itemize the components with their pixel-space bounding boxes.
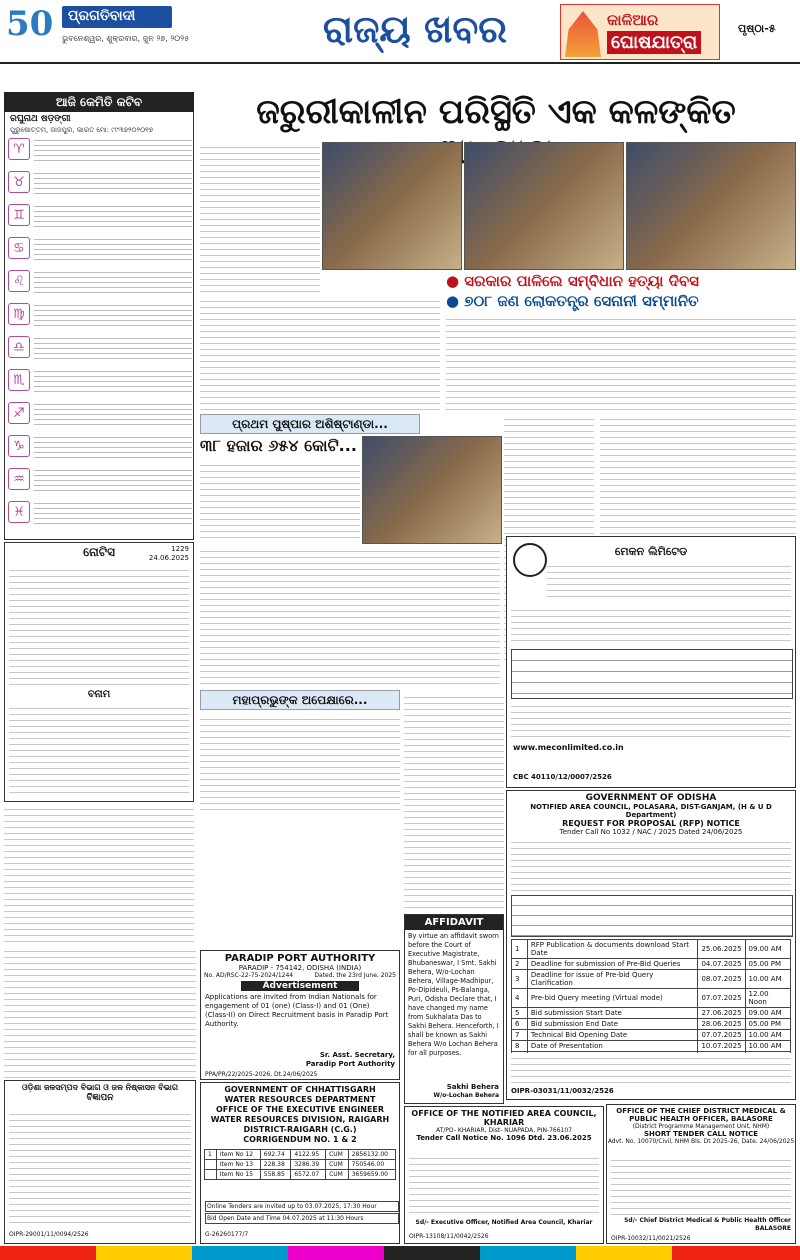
- main-headline: ଜରୁରୀକାଳୀନ ପରିସ୍ଥିତି ଏକ କଳଙ୍କିତ: [256, 92, 736, 132]
- schedule-cell-time: 10.00 AM: [745, 1030, 790, 1041]
- horoscope-text: [34, 169, 192, 195]
- khariar-sub: AT/PO- KHARIAR, Dist- NUAPADA, PIN-766107: [435, 1127, 573, 1134]
- schedule-cell-activity: Deadline for submission of Pre-Bid Queries: [527, 959, 698, 970]
- cg-line-5: DISTRICT-RAIGARH (C.G.): [243, 1125, 357, 1134]
- schedule-cell-no: 4: [512, 989, 528, 1008]
- color-registration-bar: [0, 1246, 800, 1260]
- schedule-row: [512, 940, 791, 959]
- schedule-cell-activity: Bid submission End Date: [527, 1019, 698, 1030]
- amend-cell-sno: [205, 1160, 217, 1170]
- odia-advert-body: [9, 1109, 191, 1225]
- amend-cell-r2: 4122.95: [291, 1150, 326, 1160]
- schedule-cell-time: 09.00 AM: [745, 940, 790, 959]
- amend-cell-cu: Item No 13: [216, 1160, 260, 1170]
- notice-text-3: [4, 804, 194, 944]
- zodiac-icon: ♌: [8, 270, 30, 292]
- amend-cell-r1: 228.38: [260, 1160, 291, 1170]
- story-text-8: [200, 714, 400, 814]
- meeting-photo: [362, 436, 502, 544]
- schedule-cell-date: 07.07.2025: [698, 1030, 745, 1041]
- khariar-title: OFFICE OF THE NOTIFIED AREA COUNCIL, KHARIAR: [411, 1109, 597, 1127]
- schedule-row: [512, 1008, 791, 1019]
- odia-advert-title: ଓଡ଼ିଶା ଜଳସମ୍ପଦ ବିଭାଗ ଓ ଜଳ ନିଷ୍କାସନ ବିଭାଗ: [21, 1083, 179, 1092]
- schedule-cell-activity: Bid submission Start Date: [527, 1008, 698, 1019]
- schedule-cell-time: 10.00 AM: [745, 1041, 790, 1052]
- second-story-subhead: ୩୮ ହଜାର ୬୫୪ କୋଟି...: [200, 436, 357, 455]
- bullet-1: ● ସରକାର ପାଳିଲେ ସମ୍ବିଧାନ ହତ୍ୟା ଦିବସ: [446, 272, 699, 290]
- story-text-2: [200, 296, 440, 410]
- mecon-title: ମେକନ ଲିମିଟେଡ: [614, 545, 688, 558]
- amend-cell-unit: CUM: [326, 1170, 349, 1180]
- horoscope-text: [34, 301, 192, 327]
- horoscope-address: ପୁରୁଷୋତ୍ତମ, ଜାଜପୁର, ଭାରତ ମୋ: ୯୯୩୭୨୦୨୦୧୭: [10, 126, 154, 134]
- zodiac-icon: ♒: [8, 468, 30, 490]
- balasore-tender-notice: [606, 1104, 796, 1244]
- mecon-header-text: [547, 561, 791, 601]
- polasara-footer-text: [511, 1053, 791, 1083]
- schedule-cell-date: 10.07.2025: [698, 1041, 745, 1052]
- horoscope-text: [34, 367, 192, 393]
- schedule-row: [512, 1041, 791, 1052]
- affidavit: [404, 914, 504, 1104]
- cg-line-1: GOVERNMENT OF CHHATTISGARH: [224, 1085, 376, 1094]
- amend-cell-rate: 2856132.00: [348, 1150, 395, 1160]
- second-story-title: ପ୍ରଥମ ପୁଷ୍ପାର ଅଶିଷ୍ଟାଣ୍ଡା...: [200, 414, 420, 434]
- affidavit-relation: W/o-Lochan Behera: [433, 1092, 499, 1099]
- cg-line-4: WATER RESOURCES DIVISION, RAIGARH: [210, 1115, 390, 1124]
- horoscope-text: [34, 334, 192, 360]
- paradip-code: PPA/PR/22/2025-2026, Dt.24/06/2025: [205, 1071, 318, 1078]
- cdm-sub: (District Programme Management Unit, NHM): [632, 1123, 770, 1130]
- schedule-cell-activity: Technical Bid Opening Date: [527, 1030, 698, 1041]
- notice-title: ନୋଟିସ: [83, 545, 115, 559]
- khariar-body: [409, 1153, 599, 1217]
- polasara-code: OIPR-03031/11/0032/2526: [511, 1087, 614, 1095]
- schedule-cell-no: 3: [512, 970, 528, 989]
- horoscope-author: ରଘୁନାଥ ଷଡ଼ଙ୍ଗୀ: [10, 114, 71, 124]
- horoscope-text: [34, 268, 192, 294]
- schedule-cell-no: 6: [512, 1019, 528, 1030]
- paradip-adv-label: Advertisement: [241, 981, 359, 991]
- cg-code: G-26260177/7: [205, 1231, 249, 1238]
- cg-line-6: CORRIGENDUM NO. 1 & 2: [243, 1135, 357, 1144]
- amend-row: [205, 1150, 396, 1160]
- schedule-cell-time: 09.00 AM: [745, 1008, 790, 1019]
- amend-cell-rate: 3659659.00: [348, 1170, 395, 1180]
- notice-text: [9, 565, 189, 685]
- paradip-dated: Dated, the 23rd June, 2025: [314, 972, 396, 979]
- polasara-subject: REQUEST FOR PROPOSAL (RFP) NOTICE: [562, 819, 740, 828]
- schedule-cell-no: 2: [512, 959, 528, 970]
- cdm-notice: SHORT TENDER CALL NOTICE: [644, 1130, 758, 1138]
- banner-line-2: ଘୋଷଯାତ୍ରା: [607, 31, 701, 54]
- amend-row: [205, 1160, 396, 1170]
- horoscope-text: [34, 400, 192, 426]
- cdm-title: OFFICE OF THE CHIEF DISTRICT MEDICAL & PUBLIC HEALTH OFFICER, BALASORE: [616, 1107, 786, 1123]
- page-number: ପୃଷ୍ଠା-୫: [738, 22, 776, 35]
- schedule-cell-time: 05.00 PM: [745, 959, 790, 970]
- mecon-advert: [506, 536, 796, 788]
- amend-row: [205, 1170, 396, 1180]
- story-text-9: [404, 692, 504, 912]
- legal-notice: [4, 542, 194, 802]
- story-text-4: [200, 460, 360, 540]
- zodiac-icon: ♐: [8, 402, 30, 424]
- polasara-table-a: [511, 895, 793, 937]
- anniversary-logo: 50: [6, 4, 54, 44]
- schedule-cell-activity: RFP Publication & documents download Start Date: [527, 940, 698, 959]
- cg-bid-open: Bid Open Date and Time 04.07.2025 at 11:30 Hours: [205, 1213, 399, 1224]
- schedule-cell-no: 5: [512, 1008, 528, 1019]
- notice-vs: ବନାମ: [87, 689, 111, 700]
- banner-line-1: କାଳିଆର: [607, 11, 659, 29]
- horoscope-text: [34, 433, 192, 459]
- amend-cell-unit: CUM: [326, 1160, 349, 1170]
- schedule-cell-date: 07.07.2025: [698, 989, 745, 1008]
- section-title: ରାଜ୍ୟ ଖବର: [322, 6, 508, 51]
- schedule-row: [512, 970, 791, 989]
- schedule-cell-date: 28.06.2025: [698, 1019, 745, 1030]
- dateline: ଭୁବନେଶ୍ୱର, ଶୁକ୍ରବାର, ଜୁନ ୨୭, ୨୦୨୫: [62, 34, 190, 43]
- polasara-title: GOVERNMENT OF ODISHA: [585, 793, 717, 803]
- schedule-cell-time: 05.00 PM: [745, 1019, 790, 1030]
- chhattisgarh-corrigendum: [200, 1082, 400, 1244]
- mecon-code: CBC 40110/12/0007/2526: [513, 773, 612, 781]
- horoscope-text: [34, 202, 192, 228]
- mecon-body-2: [511, 701, 791, 739]
- khariar-tender-notice: [404, 1106, 604, 1244]
- horoscope-text: [34, 235, 192, 261]
- cdm-code: OIPR-10032/11/0021/2526: [611, 1235, 691, 1242]
- affidavit-title: AFFIDAVIT: [405, 915, 503, 930]
- khariar-sign: Sd/- Executive Officer, Notified Area Council, Khariar: [415, 1219, 593, 1226]
- newspaper-name: ପ୍ରଗତିବାଦୀ: [62, 6, 172, 28]
- zodiac-icon: ♑: [8, 435, 30, 457]
- horoscope-text: [34, 499, 192, 525]
- story-text: [200, 142, 320, 292]
- horoscope-text: [34, 466, 192, 492]
- mecon-website[interactable]: www.meconlimited.co.in: [513, 743, 624, 752]
- amend-cell-sno: [205, 1170, 217, 1180]
- khariar-code: OIPR-13108/11/0042/2526: [409, 1233, 489, 1240]
- story-text-5: [200, 546, 500, 686]
- cg-line-3: OFFICE OF THE EXECUTIVE ENGINEER: [215, 1105, 385, 1114]
- cdm-place: BALASORE: [755, 1225, 791, 1232]
- zodiac-icon: ♉: [8, 171, 30, 193]
- schedule-cell-no: 7: [512, 1030, 528, 1041]
- notice-number: 1229: [171, 545, 189, 553]
- temple-icon: [565, 11, 601, 57]
- zodiac-icon: ♎: [8, 336, 30, 358]
- amend-cell-cu: Item No 15: [216, 1170, 260, 1180]
- paradip-title: PARADIP PORT AUTHORITY: [224, 953, 376, 964]
- paradip-text: Applications are invited from Indian Nationals for engagement of 01 (one) (Class-I) and 01 (One) (Class-II) on Direct Recruitment basis in Paradip Port Authority.: [205, 993, 389, 1028]
- cg-amend-table: [204, 1149, 396, 1180]
- khariar-tender: Tender Call Notice No. 1096 Dtd. 23.06.2025: [416, 1134, 592, 1142]
- amend-cell-r1: 558.85: [260, 1170, 291, 1180]
- zodiac-icon: ♓: [8, 501, 30, 523]
- zodiac-icon: ♋: [8, 237, 30, 259]
- affidavit-name: Sakhi Behera: [446, 1083, 499, 1091]
- schedule-cell-time: 10.00 AM: [745, 970, 790, 989]
- mecon-body: [511, 605, 791, 645]
- odia-government-advert: [4, 1080, 196, 1244]
- paradip-sub: PARADIP - 754142, ODISHA (INDIA): [238, 964, 362, 972]
- schedule-row: [512, 1019, 791, 1030]
- amend-cell-cu: Item No 12: [216, 1150, 260, 1160]
- notice-date: 24.06.2025: [148, 554, 189, 562]
- zodiac-icon: ♈: [8, 138, 30, 160]
- schedule-row: [512, 959, 791, 970]
- amend-cell-rate: 750546.00: [348, 1160, 395, 1170]
- paradip-sign2: Paradip Port Authority: [305, 1060, 395, 1068]
- mecon-table: [511, 649, 793, 699]
- horoscope-title: ଆଜି କେମିତି କଟିବ: [4, 92, 194, 112]
- schedule-row: [512, 989, 791, 1008]
- amend-cell-r1: 692.74: [260, 1150, 291, 1160]
- event-photo-2: [464, 142, 624, 270]
- paradip-sign1: Sr. Asst. Secretary,: [319, 1051, 395, 1059]
- schedule-cell-date: 04.07.2025: [698, 959, 745, 970]
- amend-cell-r2: 3286.39: [291, 1160, 326, 1170]
- zodiac-icon: ♍: [8, 303, 30, 325]
- polasara-rfp-notice: [506, 790, 796, 1100]
- polasara-office: NOTIFIED AREA COUNCIL, POLASARA, DIST-GANJAM, (H & U D Department): [530, 803, 772, 819]
- affidavit-text: By virtue an affidavit sworn before the Court of Executive Magistrate, Bhubaneswar, I Smt. Sakhi Behera, W/o-Lochan Behera, Village-Madhipur, Po-Dipideuli, Ps-Balanga, Puri, Odisha Declare that, I have changed my name from Sukhalata Das to Sakhi Behera. Henceforth, I shall be known as Sakhi Behera W/o Lochan Behera for all purposes.: [408, 932, 499, 1057]
- event-photo-3: [626, 142, 796, 270]
- amend-cell-r2: 6572.07: [291, 1170, 326, 1180]
- odia-advert-code: OIPR-29001/11/0094/2526: [9, 1231, 89, 1238]
- amend-cell-unit: CUM: [326, 1150, 349, 1160]
- cg-line-2: WATER RESOURCES DEPARTMENT: [224, 1095, 376, 1104]
- third-story-title: ମହାପ୍ରଭୁଙ୍କ ଅପେକ୍ଷାରେ...: [200, 690, 400, 710]
- horoscope-text: [34, 136, 192, 162]
- schedule-cell-activity: Pre-bid Query meeting (Virtual mode): [527, 989, 698, 1008]
- polasara-body: [511, 837, 791, 893]
- mecon-logo-icon: [513, 543, 547, 577]
- cdm-adv: Advt. No. 10070/Civil, NHM Bls. Dt 2025-26, Date. 24/06/2025: [607, 1138, 795, 1145]
- cg-online-tender: Online Tenders are invited up to 03.07.2025, 17:30 Hour: [205, 1201, 399, 1212]
- schedule-cell-date: 27.06.2025: [698, 1008, 745, 1019]
- zodiac-icon: ♊: [8, 204, 30, 226]
- paradip-ref: No. AD/RSC-22-75-2024/1244: [204, 972, 294, 979]
- notice-text-4: [4, 946, 196, 1078]
- festival-banner: [560, 4, 720, 60]
- cdm-body: [611, 1155, 791, 1215]
- zodiac-icon: ♏: [8, 369, 30, 391]
- schedule-cell-activity: Deadline for issue of Pre-bid Query Clarification: [527, 970, 698, 989]
- schedule-cell-no: 8: [512, 1041, 528, 1052]
- amend-cell-sno: 1: [205, 1150, 217, 1160]
- polasara-tender: Tender Call No 1032 / NAC / 2025 Dated 24/06/2025: [559, 828, 743, 836]
- schedule-cell-time: 12.00 Noon: [745, 989, 790, 1008]
- schedule-row: [512, 1030, 791, 1041]
- story-text-3: [446, 314, 796, 410]
- odia-advert-sub: ବିଜ୍ଞାପନ: [86, 1093, 114, 1103]
- schedule-cell-activity: Date of Presentation: [527, 1041, 698, 1052]
- schedule-cell-date: 25.06.2025: [698, 940, 745, 959]
- cdm-sign: Sd/- Chief District Medical & Public Health Officer: [624, 1217, 791, 1224]
- notice-text-2: [9, 703, 189, 797]
- paradip-advert: [200, 950, 400, 1080]
- masthead: [0, 0, 800, 64]
- schedule-cell-no: 1: [512, 940, 528, 959]
- bullet-2: ● ୭୦୮ ଜଣ ଲୋକତନ୍ତ୍ର ସେନାନୀ ସମ୍ମାନିତ: [446, 292, 699, 310]
- event-photo-1: [322, 142, 462, 270]
- schedule-cell-date: 08.07.2025: [698, 970, 745, 989]
- story-text-7: [600, 414, 796, 534]
